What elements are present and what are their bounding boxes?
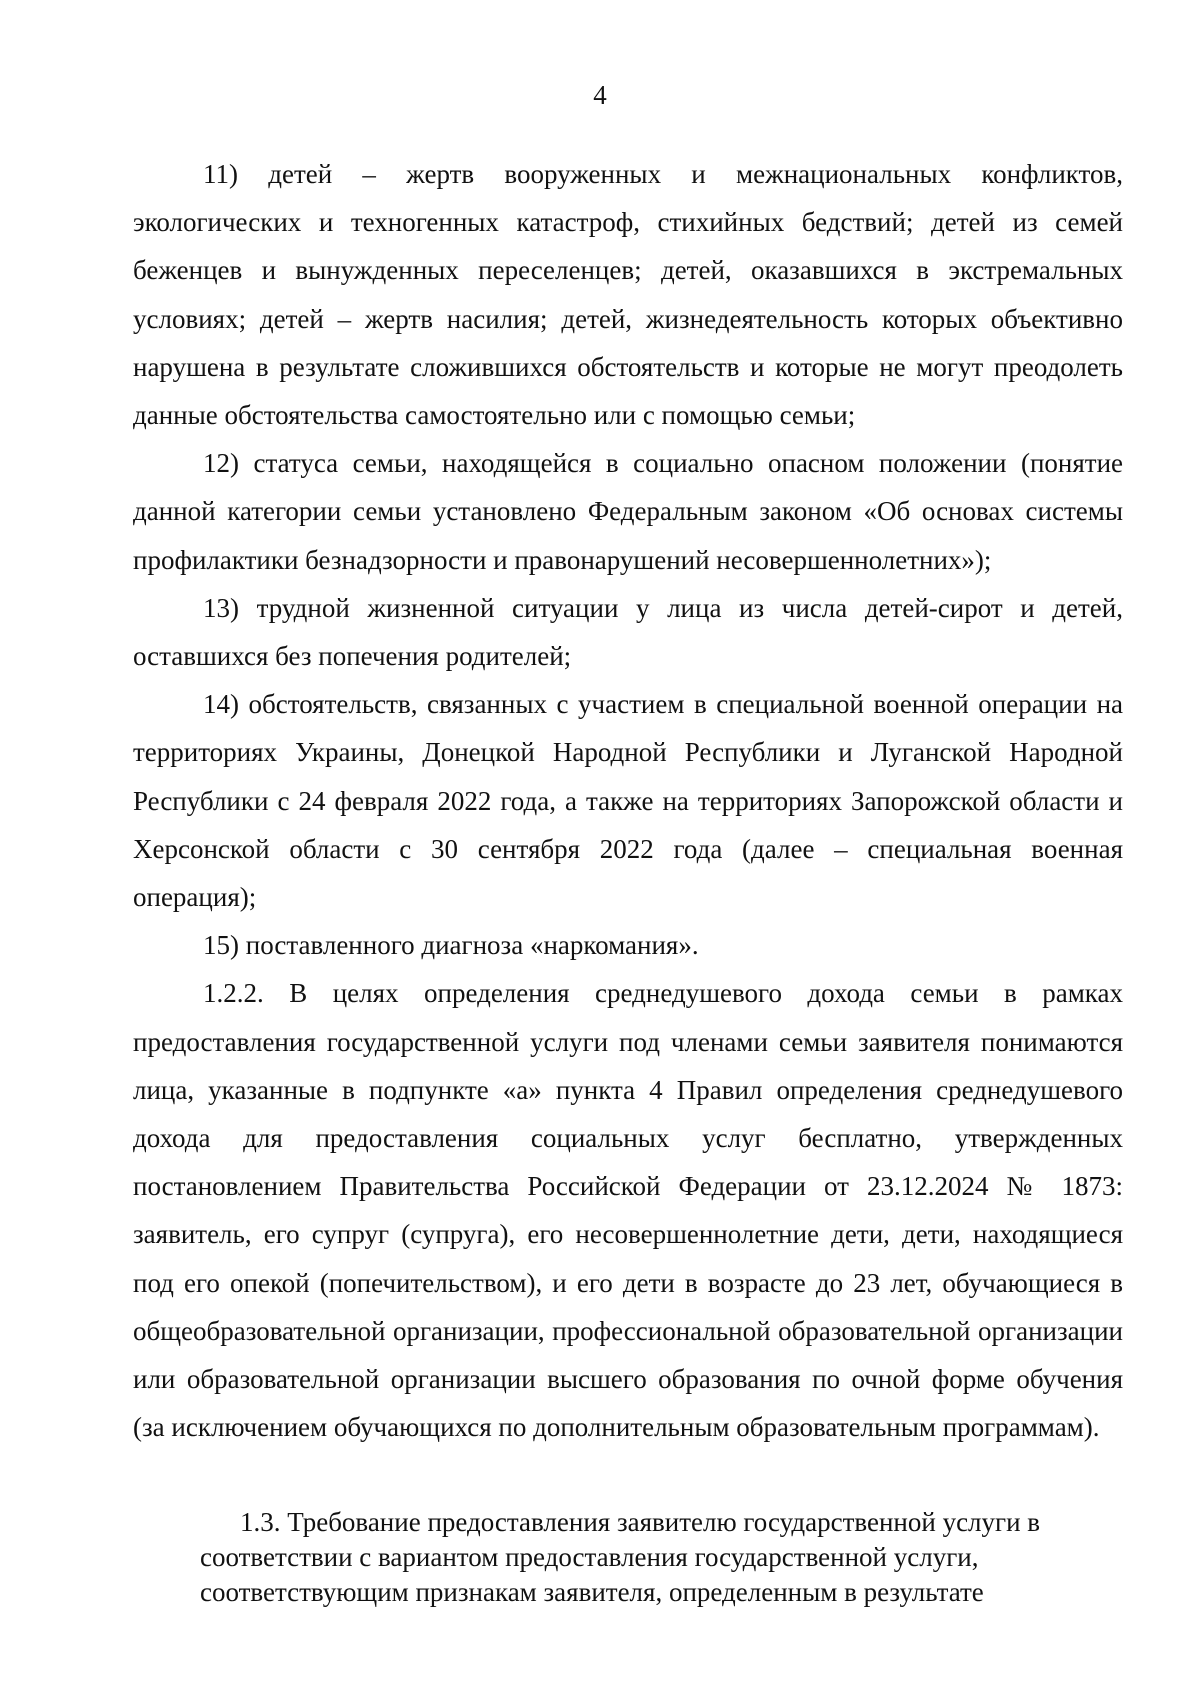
paragraph-item-13: 13) трудной жизненной ситуации у лица из числа детей-сирот и детей, оставшихся без попечения родителей;: [133, 592, 1123, 672]
section-heading: [200, 1505, 1080, 1610]
paragraph-1-2-2: 1.2.2. В целях определения среднедушевого дохода семьи в рамках предоставления государственной услуги под членами семьи заявителя понимаются лица, указанные в подпункте «а» пункта 4 Правил определения среднедушевого дохода для предоставления социальных услуг бесплатно, утвержденных постановлением Правительства Российской Федерации от 23.12.2024 № 1873: заявитель, его супруг (супруга), его несовершеннолетние дети, дети, находящиеся под его опекой (попечительством), и его дети в возрасте до 23 лет, обучающиеся в общеобразовательной организации, профессиональной образовательной организации или образовательной организации высшего образования по очной форме обучения (за исключением обучающихся по дополнительным образовательным программам).: [133, 978, 1123, 1443]
page-number: 4: [593, 80, 607, 110]
paragraph-item-11: 11) детей – жертв вооруженных и межнациональных конфликтов, экологических и техногенных катастроф, стихийных бедствий; детей из семей беженцев и вынужденных переселенцев; детей, оказавшихся в экстремальных условиях; детей – жертв насилия; детей, жизнедеятельность которых объективно нарушена в результате сложившихся обстоятельств и которые не могут преодолеть данные обстоятельства самостоятельно или с помощью семьи;: [133, 159, 1123, 431]
document-body: [133, 150, 1123, 1451]
section-heading-text: 1.3. Требование предоставления заявителю государственной услуги в соответствии с вариантом предоставления государственной услуги, соответствующим признакам заявителя, определенным в результате: [200, 1507, 1041, 1607]
paragraph-item-14: 14) обстоятельств, связанных с участием в специальной военной операции на территориях Украины, Донецкой Народной Республики и Луганской Народной Республики с 24 февраля 2022 года, а также на территориях Запорожской области и Херсонской области с 30 сентября 2022 года (далее – специальная военная операция);: [133, 689, 1123, 913]
paragraph-item-12: 12) статуса семьи, находящейся в социально опасном положении (понятие данной категории семьи установлено Федеральным законом «Об основах системы профилактики безнадзорности и правонарушений несовершеннолетних»);: [133, 448, 1123, 575]
paragraph-item-15: 15) поставленного диагноза «наркомания».: [203, 930, 699, 961]
